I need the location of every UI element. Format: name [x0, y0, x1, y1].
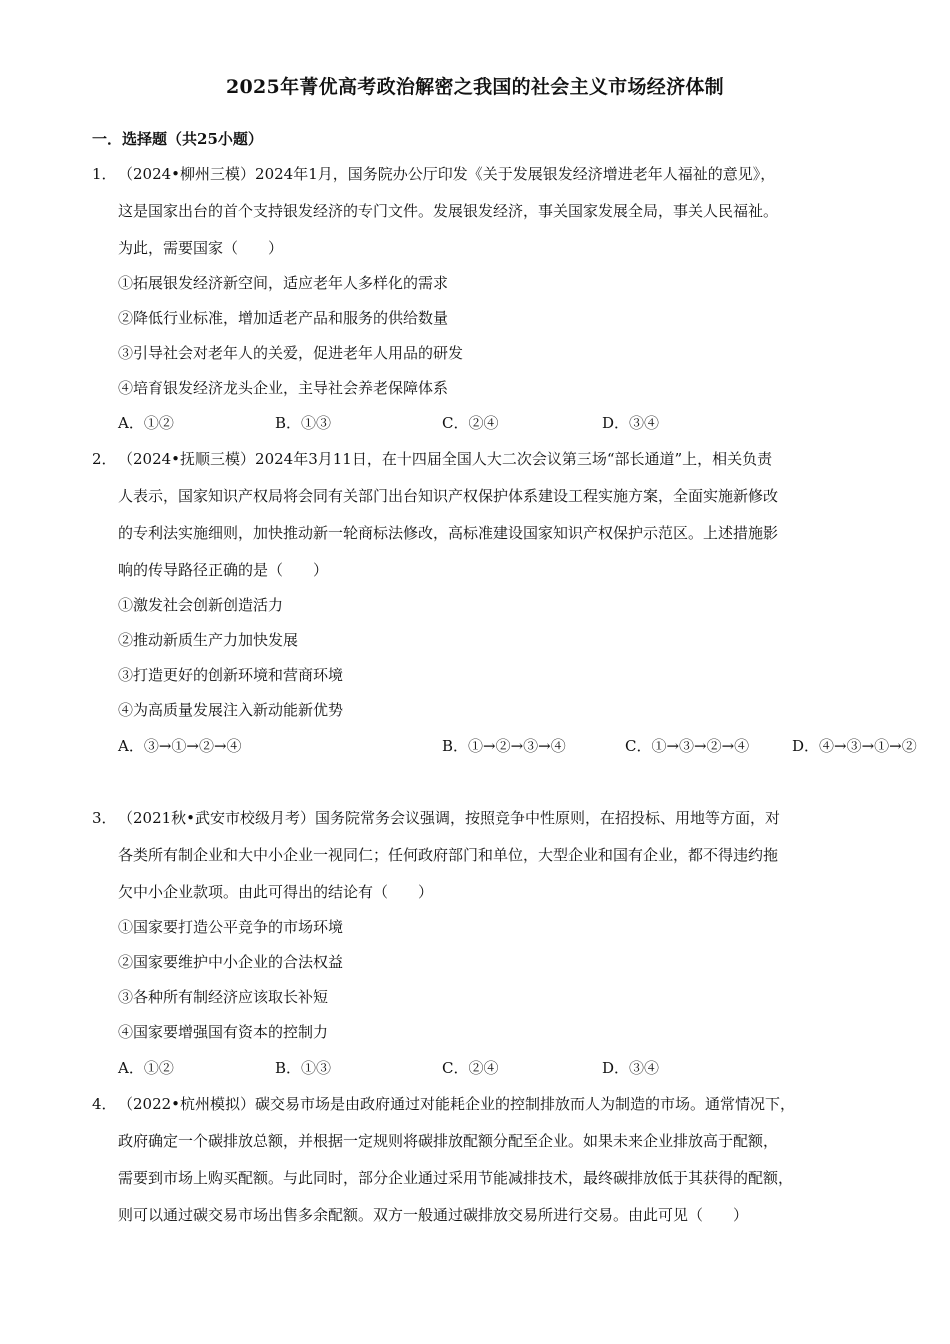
statement-item: ①激发社会创新创造活力: [118, 596, 284, 614]
answer-option-c: C．②④: [442, 414, 499, 432]
answer-option-b: B．①③: [275, 414, 332, 432]
question-number: 1．: [92, 165, 117, 183]
question-stem-line: （2024•柳州三模）2024年1月，国务院办公厅印发《关于发展银发经济增进老年人福祉的意见》，: [118, 165, 776, 183]
question-stem-line: 这是国家出台的首个支持银发经济的专门文件。发展银发经济，事关国家发展全局，事关人民福祉。: [118, 202, 779, 220]
statement-item: ②国家要维护中小企业的合法权益: [118, 953, 344, 971]
answer-option-c: C．②④: [442, 1059, 499, 1077]
statement-item: ②推动新质生产力加快发展: [118, 631, 299, 649]
statement-item: ①拓展银发经济新空间，适应老年人多样化的需求: [118, 274, 449, 292]
question-stem-line: （2021秋•武安市校级月考）国务院常务会议强调，按照竞争中性原则，在招投标、用地等方面，对: [118, 809, 781, 827]
answer-option-b: B．①③: [275, 1059, 332, 1077]
question-stem-line: 人表示，国家知识产权局将会同有关部门出台知识产权保护体系建设工程实施方案，全面实施新修改: [118, 487, 779, 505]
question-stem-line: 政府确定一个碳排放总额，并根据一定规则将碳排放配额分配至企业。如果未来企业排放高于配额，: [118, 1132, 779, 1150]
statement-item: ③引导社会对老年人的关爱，促进老年人用品的研发: [118, 344, 464, 362]
statement-item: ②降低行业标准，增加适老产品和服务的供给数量: [118, 309, 449, 327]
answer-option-d: D．③④: [602, 1059, 660, 1077]
answer-option-d: D．③④: [602, 414, 660, 432]
page-title: 2025年菁优高考政治解密之我国的社会主义市场经济体制: [226, 76, 724, 98]
question-stem-line: 欠中小企业款项。由此可得出的结论有（ ）: [118, 883, 434, 901]
section-heading: 一．选择题（共25小题）: [92, 130, 263, 148]
answer-option-a: A．③→①→②→④: [118, 737, 242, 755]
statement-item: ④培育银发经济龙头企业，主导社会养老保障体系: [118, 379, 449, 397]
question-stem-line: 各类所有制企业和大中小企业一视同仁；任何政府部门和单位，大型企业和国有企业，都不得违约拖: [118, 846, 779, 864]
answer-option-b: B．①→②→③→④: [442, 737, 566, 755]
question-stem-line: （2022•杭州模拟）碳交易市场是由政府通过对能耗企业的控制排放而人为制造的市场。通常情况下，: [118, 1095, 796, 1113]
statement-item: ③打造更好的创新环境和营商环境: [118, 666, 344, 684]
question-number: 3．: [92, 809, 117, 827]
question-stem-line: （2024•抚顺三模）2024年3月11日，在十四届全国人大二次会议第三场“部长通道”上，相关负责: [118, 450, 773, 468]
question-stem-line: 的专利法实施细则，加快推动新一轮商标法修改，高标准建设国家知识产权保护示范区。上述措施影: [118, 524, 779, 542]
question-stem-line: 需要到市场上购买配额。与此同时，部分企业通过采用节能减排技术，最终碳排放低于其获得的配额，: [118, 1169, 794, 1187]
statement-item: ①国家要打造公平竞争的市场环境: [118, 918, 344, 936]
answer-option-d-text: D．④→③→①→②: [792, 737, 917, 755]
answer-option-a: A．①②: [118, 414, 174, 432]
statement-item: ④国家要增强国有资本的控制力: [118, 1023, 329, 1041]
statement-item: ③各种所有制经济应该取长补短: [118, 988, 329, 1006]
question-stem-line: 响的传导路径正确的是（ ）: [118, 561, 329, 579]
answer-option-a: A．①②: [118, 1059, 174, 1077]
statement-item: ④为高质量发展注入新动能新优势: [118, 701, 344, 719]
question-number: 2．: [92, 450, 117, 468]
question-number: 4．: [92, 1095, 117, 1113]
question-stem-line: 则可以通过碳交易市场出售多余配额。双方一般通过碳排放交易所进行交易。由此可见（ ）: [118, 1206, 749, 1224]
question-stem-line: 为此，需要国家（ ）: [118, 239, 284, 257]
answer-option-c: C．①→③→②→④: [625, 737, 750, 755]
